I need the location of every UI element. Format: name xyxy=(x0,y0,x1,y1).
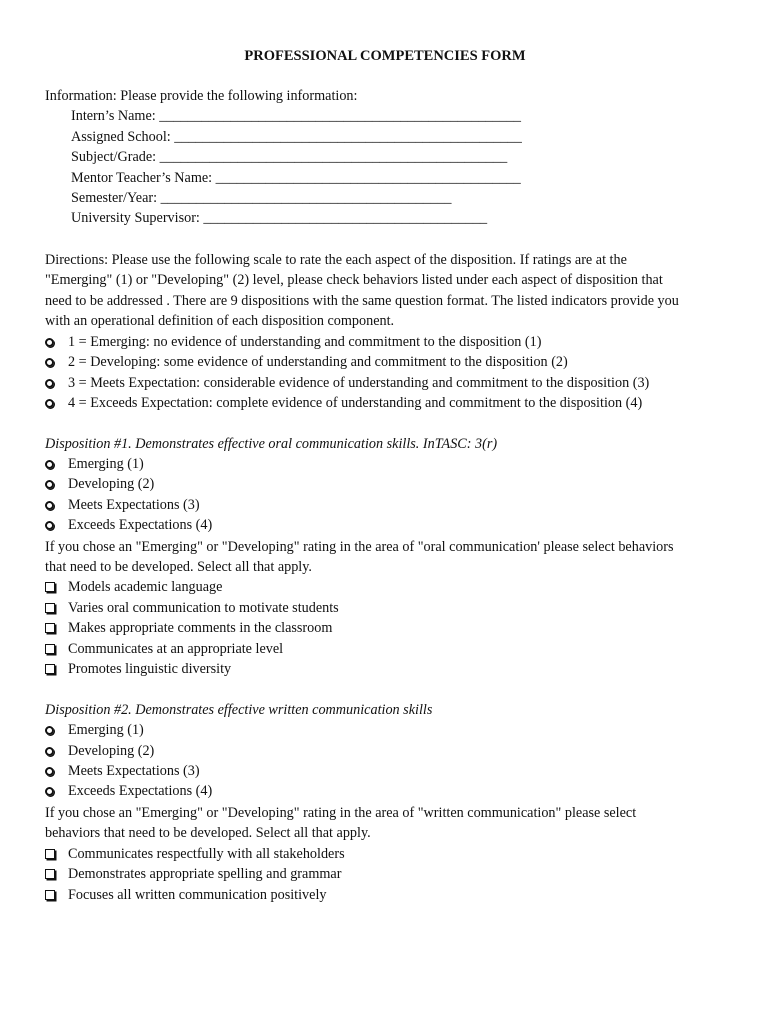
radio-icon[interactable] xyxy=(45,455,68,473)
disposition-2-heading: Disposition #2. Demonstrates effective written communication skills xyxy=(45,702,433,718)
behavior-checkbox-item[interactable] xyxy=(45,578,222,596)
scale-item-label: 4 = Exceeds Expectation: complete evidence of understanding and commitment to the disposition (4) xyxy=(68,395,643,411)
scale-item xyxy=(45,374,649,392)
scale-item-label: 2 = Developing: some evidence of understanding and commitment to the disposition (2) xyxy=(68,354,568,370)
scale-item xyxy=(45,333,541,351)
circle-bullet-icon xyxy=(45,394,68,412)
intern-name-field[interactable]: Intern’s Name: ___________________________________________________ xyxy=(71,108,522,124)
rating-label: Meets Expectations (3) xyxy=(68,763,200,779)
disposition-2-rating-exceeds[interactable] xyxy=(45,782,212,800)
radio-icon[interactable] xyxy=(45,762,68,780)
behavior-checkbox-item[interactable] xyxy=(45,886,327,904)
radio-icon[interactable] xyxy=(45,496,68,514)
circle-bullet-icon xyxy=(45,374,68,392)
semester-year-field[interactable]: Semester/Year: _________________________________________ xyxy=(71,190,452,206)
form-title: PROFESSIONAL COMPETENCIES FORM xyxy=(244,48,526,64)
checkbox-icon[interactable] xyxy=(45,599,68,617)
disposition-2-prompt: If you chose an "Emerging" or "Developing" rating in the area of "written communication" please select xyxy=(45,805,637,821)
behavior-label: Makes appropriate comments in the classroom xyxy=(68,620,333,636)
circle-bullet-icon xyxy=(45,333,68,351)
disposition-2-prompt: behaviors that need to be developed. Select all that apply. xyxy=(45,825,371,841)
mentor-teacher-field[interactable]: Mentor Teacher’s Name: ___________________________________________ xyxy=(71,170,521,186)
behavior-label: Promotes linguistic diversity xyxy=(68,661,232,677)
assigned-school-field[interactable]: Assigned School: _________________________________________________ xyxy=(71,129,522,145)
disposition-1-prompt: that need to be developed. Select all that apply. xyxy=(45,559,312,575)
disposition-1-rating-developing[interactable] xyxy=(45,475,154,493)
behavior-checkbox-item[interactable] xyxy=(45,599,339,617)
directions-line: "Emerging" (1) or "Developing" (2) level, please check behaviors listed under each aspect of disposition that xyxy=(45,272,663,288)
rating-label: Meets Expectations (3) xyxy=(68,497,200,513)
behavior-label: Models academic language xyxy=(68,579,223,595)
information-heading: Information: Please provide the following information: xyxy=(45,88,358,104)
behavior-checkbox-item[interactable] xyxy=(45,660,231,678)
behavior-label: Demonstrates appropriate spelling and grammar xyxy=(68,866,342,882)
scale-item-label: 1 = Emerging: no evidence of understanding and commitment to the disposition (1) xyxy=(68,334,542,350)
disposition-2-rating-emerging[interactable] xyxy=(45,721,144,739)
disposition-2-rating-developing[interactable] xyxy=(45,742,154,760)
behavior-label: Communicates at an appropriate level xyxy=(68,641,284,657)
checkbox-icon[interactable] xyxy=(45,640,68,658)
rating-label: Exceeds Expectations (4) xyxy=(68,783,213,799)
directions-line: with an operational definition of each disposition component. xyxy=(45,313,395,329)
disposition-2-rating-meets[interactable] xyxy=(45,762,200,780)
behavior-checkbox-item[interactable] xyxy=(45,845,345,863)
rating-label: Exceeds Expectations (4) xyxy=(68,517,213,533)
behavior-label: Focuses all written communication positively xyxy=(68,887,327,903)
behavior-checkbox-item[interactable] xyxy=(45,640,283,658)
subject-grade-field[interactable]: Subject/Grade: _________________________________________________ xyxy=(71,149,508,165)
disposition-1-rating-meets[interactable] xyxy=(45,496,200,514)
university-supervisor-field[interactable]: University Supervisor: ________________________________________ xyxy=(71,210,488,226)
checkbox-icon[interactable] xyxy=(45,886,68,904)
disposition-1-rating-exceeds[interactable] xyxy=(45,516,212,534)
checkbox-icon[interactable] xyxy=(45,578,68,596)
behavior-checkbox-item[interactable] xyxy=(45,865,341,883)
radio-icon[interactable] xyxy=(45,475,68,493)
behavior-label: Communicates respectfully with all stakeholders xyxy=(68,846,345,862)
behavior-label: Varies oral communication to motivate students xyxy=(68,600,339,616)
radio-icon[interactable] xyxy=(45,782,68,800)
scale-item-label: 3 = Meets Expectation: considerable evidence of understanding and commitment to the disposition (3) xyxy=(68,375,650,391)
scale-item xyxy=(45,394,642,412)
disposition-1-heading: Disposition #1. Demonstrates effective oral communication skills. InTASC: 3(r) xyxy=(45,436,498,452)
disposition-1-prompt: If you chose an "Emerging" or "Developing" rating in the area of "oral communication' please select behaviors xyxy=(45,539,674,555)
radio-icon[interactable] xyxy=(45,742,68,760)
checkbox-icon[interactable] xyxy=(45,619,68,637)
checkbox-icon[interactable] xyxy=(45,865,68,883)
radio-icon[interactable] xyxy=(45,721,68,739)
checkbox-icon[interactable] xyxy=(45,845,68,863)
radio-icon[interactable] xyxy=(45,516,68,534)
scale-item xyxy=(45,353,568,371)
directions-line: need to be addressed . There are 9 dispositions with the same question format. The listed indicators provide you xyxy=(45,293,679,309)
disposition-1-rating-emerging[interactable] xyxy=(45,455,144,473)
rating-label: Developing (2) xyxy=(68,476,155,492)
behavior-checkbox-item[interactable] xyxy=(45,619,332,637)
circle-bullet-icon xyxy=(45,353,68,371)
rating-label: Emerging (1) xyxy=(68,722,144,738)
rating-label: Developing (2) xyxy=(68,743,155,759)
directions-line: Directions: Please use the following scale to rate the each aspect of the disposition. If ratings are at the xyxy=(45,252,627,268)
rating-label: Emerging (1) xyxy=(68,456,144,472)
checkbox-icon[interactable] xyxy=(45,660,68,678)
